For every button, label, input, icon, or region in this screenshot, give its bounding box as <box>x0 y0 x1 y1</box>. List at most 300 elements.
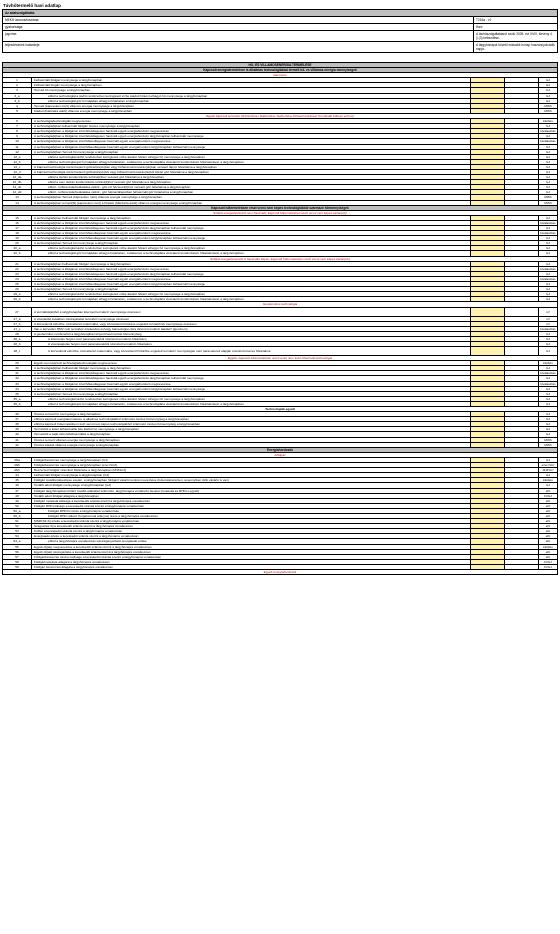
value-input-cell[interactable] <box>471 190 505 194</box>
row-description: ebből a technológiát gőz formájában elhagyó hőtartalom, csökkentve a technológiába visszatérő kondenzátum hőtartalmával, a tárgyhónapban <box>32 160 471 164</box>
row-unit: GJ <box>546 149 550 154</box>
row-description: ebből a technológiát távhő rendszerben keringtetett vízbe átadott hőként elhagyó hő mennyisége a tárgyhónapban <box>32 292 471 296</box>
value-input-cell[interactable] <box>471 504 505 508</box>
empty-cell <box>505 337 539 341</box>
value-input-cell[interactable] <box>471 327 505 331</box>
meta-value: A tárgyhónapot követő második hónap huszonnyolcadik napja. <box>473 42 557 52</box>
row-description: Termelőtől a saját célú hőfelhasználás a tárgyhónapban <box>32 432 471 436</box>
row-description: A technológiá(k)ban a földgázon kívül Másodlagosan használt egyéb energiahordozó tárgyhónapban felhasznált mennyisége <box>32 387 471 391</box>
row-unit: GJ <box>546 427 550 432</box>
row-unit: GJ <box>546 226 550 230</box>
value-input-cell[interactable] <box>471 550 505 554</box>
meta-label: gyakorisága: <box>5 25 24 29</box>
value-input-cell[interactable] <box>471 83 505 87</box>
value-input-cell[interactable] <box>471 342 505 346</box>
row-unit: GJ <box>546 169 550 174</box>
value-input-cell[interactable] <box>471 124 505 128</box>
row-id: 30 <box>3 366 32 370</box>
empty-cell <box>505 88 539 92</box>
row-description: A visszatöltő kutakban visszajuttatott termálvíz mennyisége összesen <box>32 317 471 321</box>
meta-row <box>3 42 557 53</box>
value-input-cell[interactable] <box>471 195 505 199</box>
row-description: Földgázbeszerzés mennyisége a tárgyhónapban (ezer Nm3) <box>32 463 471 467</box>
value-input-cell[interactable] <box>471 473 505 477</box>
empty-cell <box>505 519 539 523</box>
empty-cell <box>505 402 539 406</box>
value-input-cell[interactable] <box>471 524 505 528</box>
value-input-cell[interactable] <box>471 483 505 487</box>
row-unit: MWh <box>544 195 552 200</box>
value-input-cell[interactable] <box>471 150 505 154</box>
empty-cell <box>505 509 539 513</box>
row-id: 54_a <box>3 539 32 543</box>
row-unit: GJ <box>546 297 550 302</box>
row-unit: GJ <box>546 401 550 406</box>
row-id: 39 <box>3 427 32 431</box>
row-id: 54 <box>3 534 32 538</box>
meta-row <box>3 31 557 42</box>
empty-cell <box>505 322 539 326</box>
row-unit: GJ <box>546 282 550 287</box>
empty-cell <box>505 534 539 538</box>
row-unit: kiválasztás <box>540 220 556 225</box>
value-input-cell[interactable] <box>471 201 505 205</box>
row-id: 50_a <box>3 509 32 513</box>
value-input-cell[interactable] <box>471 119 505 123</box>
value-input-cell[interactable] <box>471 104 505 108</box>
value-input-cell[interactable] <box>471 438 505 442</box>
value-input-cell[interactable] <box>471 134 505 138</box>
row-id: 55 <box>3 545 32 549</box>
value-input-cell[interactable] <box>471 99 505 103</box>
value-input-cell[interactable] <box>471 376 505 380</box>
value-input-cell[interactable] <box>471 297 505 301</box>
value-input-cell[interactable] <box>471 519 505 523</box>
empty-cell <box>505 241 539 245</box>
value-input-cell[interactable] <box>471 387 505 391</box>
empty-cell <box>505 145 539 149</box>
row-description: A technológiá(k)ban a földgázon kívül Elsődlegesen használt egyéb energiahordozó tárgyhónapban felhasznált mennyisége <box>32 272 471 276</box>
empty-cell <box>505 155 539 159</box>
row-description: A technológiá(k)ban a földgázon kívül Másodlagosan használt egyéb energiahordozó megnevezése <box>32 277 471 281</box>
row-unit: eFt <box>545 534 551 539</box>
row-id: 3_b <box>3 99 32 103</box>
value-input-cell[interactable] <box>471 565 505 569</box>
row-id: 21 <box>3 262 32 266</box>
table-row <box>3 308 557 317</box>
empty-cell <box>505 139 539 143</box>
form-title: Távhőtermelő havi adatlap <box>3 3 61 8</box>
row-unit: kiválasztás <box>540 276 556 281</box>
row-id: 14 <box>3 201 32 205</box>
empty-cell <box>505 489 539 493</box>
row-unit: GJ <box>546 349 550 354</box>
row-id: 44 <box>3 473 32 477</box>
row-description: A technológiá(k)ban felhasznált földgáz összes mennyisége a tárgyhónapban <box>32 124 471 128</box>
value-input-cell[interactable] <box>471 160 505 164</box>
value-input-cell[interactable] <box>471 287 505 291</box>
empty-cell <box>505 347 539 355</box>
row-description: Egyéb díj(ak) megnevezése a kereskedői számla szerint a tárgyhónapra vonatkozóan <box>32 545 471 549</box>
value-input-cell[interactable] <box>471 267 505 271</box>
value-input-cell[interactable] <box>471 555 505 559</box>
meta-value: T216a - v1 <box>473 17 557 23</box>
row-description: A geotermikus rendszerből a tárgyhónapban kinyert hasznosított hőmennyiség <box>32 332 471 336</box>
empty-cell <box>505 422 539 426</box>
row-unit: kiválasztás <box>540 266 556 271</box>
value-input-cell[interactable] <box>471 185 505 189</box>
row-unit: GJ <box>546 412 550 417</box>
value-input-cell[interactable] <box>471 332 505 336</box>
row-unit: GJ <box>546 457 550 462</box>
row-unit: GJ <box>546 159 550 164</box>
row-description: ebből a kapcsolt hőtermelésben részt venni nem képes technológiákból származó összes hőmennyiség a tárgyhónapban <box>32 422 471 426</box>
value-input-cell[interactable] <box>471 241 505 245</box>
row-unit: GJ <box>546 154 550 159</box>
empty-cell <box>505 175 539 179</box>
row-unit: GJ <box>546 366 550 371</box>
empty-cell <box>505 308 539 316</box>
row-description: Összes termelt hő mennyisége a tárgyhónapban <box>32 412 471 416</box>
row-id: 20_b <box>3 251 32 255</box>
empty-cell <box>505 94 539 98</box>
row-id: 50 <box>3 504 32 508</box>
row-description: Termelt hő mennyisége a tárgyhónapban <box>32 88 471 92</box>
row-unit: GJ <box>546 190 550 195</box>
row-description: Földgáz RHD fix része a tárgyhónapra vonatkozóan <box>32 509 471 513</box>
row-unit: GJ <box>546 164 550 169</box>
row-id: 13 <box>3 195 32 199</box>
value-input-cell[interactable] <box>471 427 505 431</box>
row-unit: kitöltés <box>543 361 553 366</box>
row-description: A közvetlenül elővízbe, közvetlenül csatornába, vagy közvetlenül hőtűrőbe engedett termálvíz mennyiségek mért paraméterek alapján számított összes hőtartalma <box>32 347 471 355</box>
row-id: 43/a <box>3 458 32 462</box>
meta-label: jogcíme: <box>5 32 18 36</box>
empty-cell <box>505 494 539 498</box>
row-id: 7 <box>3 124 32 128</box>
row-unit: GJ <box>546 292 550 297</box>
row-id: 28_c <box>3 347 32 355</box>
empty-cell <box>505 104 539 108</box>
row-description: ebből a nem tisztán kondenzációs turbiná(k)hoz vezetett gőz hőtartalma a tárgyhónapban <box>32 180 471 184</box>
subsection-header: Egyéb energiahordozók <box>3 570 557 575</box>
value-input-cell[interactable] <box>471 94 505 98</box>
value-input-cell[interactable] <box>471 458 505 462</box>
row-unit: GJ <box>546 251 550 256</box>
row-description: A technológiá(k)ban a földgázon kívül Elsődlegesen használt egyéb energiahordozó megnevezése <box>32 371 471 375</box>
row-description: A technológiá(k)ban a földgázon kívül Másodlagosan használt egyéb energiahordozó tárgyhónapban felhasznált mennyisége <box>32 282 471 286</box>
row-description: A technológiá(k)ban a földgázon kívül Másodlagosan használt egyéb energiahordozó megnevezése <box>32 231 471 235</box>
value-input-cell[interactable] <box>471 292 505 296</box>
subsection-header: Szilárd energiahordozót is használni képes, kapcsolt hőtermelésben részt venni nem képes kazán(ok) <box>3 257 557 262</box>
empty-cell <box>505 438 539 442</box>
spacer <box>2 53 558 62</box>
row-id: 46 <box>3 483 32 487</box>
row-description: A technológiá(k)ban a földgázon kívül Másodlagosan használt egyéb energiahordozó megnevezése <box>32 382 471 386</box>
row-unit: kitöltés <box>543 478 553 483</box>
empty-cell <box>505 371 539 375</box>
empty-cell <box>505 272 539 276</box>
row-unit: GJ <box>546 422 550 427</box>
row-unit: ezer Nm³ <box>541 463 555 468</box>
row-id: 43/b <box>3 463 32 467</box>
row-description: MSZKSZ díj értéke a kereskedői számla szerint a tárgyhónapra vonatkozóan <box>32 519 471 523</box>
row-unit: eFt <box>545 524 551 529</box>
value-input-cell[interactable] <box>471 361 505 365</box>
empty-cell <box>505 277 539 281</box>
value-input-cell[interactable] <box>471 382 505 386</box>
row-id: 47 <box>3 489 32 493</box>
row-description: A technológiá(k)ban a földgázon kívül Elsődlegesen használt egyéb energiahordozó megnevezése <box>32 267 471 271</box>
row-description: Földgázmolekula átlagára a tárgyhónapra vonatkozóan <box>32 560 471 564</box>
row-unit: MWh <box>544 200 552 205</box>
value-input-cell[interactable] <box>471 216 505 220</box>
row-unit: kiválasztás <box>540 326 556 331</box>
empty-cell <box>505 427 539 431</box>
value-input-cell[interactable] <box>471 514 505 518</box>
value-input-cell[interactable] <box>471 371 505 375</box>
value-input-cell[interactable] <box>471 417 505 421</box>
row-description: ebből a technológiát távhő rendszerben keringtetett vízbe átadott hőként elhagyó hő mennyisége a tárgyhónapban <box>32 397 471 401</box>
value-input-cell[interactable] <box>471 88 505 92</box>
value-input-cell[interactable] <box>471 175 505 179</box>
row-id: 28 <box>3 332 32 336</box>
value-input-cell[interactable] <box>471 221 505 225</box>
empty-cell <box>505 109 539 113</box>
value-input-cell[interactable] <box>471 499 505 503</box>
value-input-cell[interactable] <box>471 322 505 326</box>
value-input-cell[interactable] <box>471 468 505 472</box>
row-unit: GJ <box>546 78 550 83</box>
row-description: Felhasznált biogáz mennyisége a tárgyhónapban <box>32 83 471 87</box>
row-description: A technológiá(k)ban a földgázon kívül Elsődlegesen használt egyéb energiahordozó megnevezése <box>32 129 471 133</box>
value-input-cell[interactable] <box>471 337 505 341</box>
value-input-cell[interactable] <box>471 443 505 447</box>
value-input-cell[interactable] <box>471 366 505 370</box>
empty-cell <box>505 443 539 447</box>
value-input-cell[interactable] <box>471 139 505 143</box>
empty-cell <box>505 297 539 301</box>
row-unit: MWh <box>544 442 552 447</box>
row-description: ebből a technológiát gőz formájában elhagyó hőtartalom, csökkentve a technológiába visszatérő kondenzátum hőtartalmával, a tárgyhónapban <box>32 402 471 406</box>
row-description: A technológia/technológiák megnevezése <box>32 119 471 123</box>
row-unit: kitöltés <box>543 119 553 124</box>
row-description: Földgáz tárgyhónapban történt tovább adásából származó, tárgyhónapra vonatkozó bevétel (molekula és RHD is együtt) <box>32 489 471 493</box>
row-description: A technológiá(k)ban Termelt hő mennyisége a tárgyhónapban <box>32 392 471 396</box>
row-unit: GJ <box>546 341 550 346</box>
row-description: Egyéb nem kapcsolt technológia/technológiák megnevezése <box>32 361 471 365</box>
row-unit: GJ <box>546 331 550 336</box>
row-unit: m³ <box>546 316 550 321</box>
row-unit: GJ <box>546 83 550 88</box>
value-input-cell[interactable] <box>471 534 505 538</box>
form-page <box>2 2 558 575</box>
row-description: A technológiá(k)ban Felhasznált földgáz mennyisége a tárgyhónapban <box>32 216 471 220</box>
value-input-cell[interactable] <box>471 262 505 266</box>
meta-header-row <box>3 10 557 17</box>
row-id: 48 <box>3 494 32 498</box>
empty-cell <box>505 251 539 255</box>
empty-cell <box>505 180 539 184</box>
row-unit: eFt <box>545 549 551 554</box>
empty-cell <box>505 170 539 174</box>
empty-cell <box>505 282 539 286</box>
row-description: Energiaadó értéke a kereskedői számla szerint a tárgyhónapra vonatkozóan <box>32 534 471 538</box>
value-input-cell[interactable] <box>471 509 505 513</box>
value-input-cell[interactable] <box>471 402 505 406</box>
value-input-cell[interactable] <box>471 78 505 82</box>
value-input-cell[interactable] <box>471 109 505 113</box>
empty-cell <box>505 124 539 128</box>
value-input-cell[interactable] <box>471 560 505 564</box>
row-description: A technológiá(k)ban a földgázon kívül Másodlagosan használt egyéb energiahordozó tárgyhónapban felhasznált mennyisége <box>32 236 471 240</box>
row-unit: GJ <box>546 417 550 422</box>
value-input-cell[interactable] <box>471 539 505 543</box>
value-input-cell[interactable] <box>471 392 505 396</box>
row-unit: GJ <box>546 185 550 190</box>
row-id: 3_a <box>3 94 32 98</box>
row-unit: MWh <box>544 437 552 442</box>
value-input-cell[interactable] <box>471 347 505 355</box>
row-description: ebből a technológiát a távhő rendszerben keringtetett vízbe átadott hőként elhagyó hő mennyisége a tárgyhónapban <box>32 94 471 98</box>
row-unit: eFt <box>545 539 551 544</box>
row-description: Termelőtől a külső felhasználók felé kiadott hő mennyisége a tárgyhónapban <box>32 427 471 431</box>
row-id: 3 <box>3 88 32 92</box>
row-id: 15 <box>3 216 32 220</box>
empty-cell <box>505 165 539 169</box>
meta-value: A távhőszolgáltatásról szóló 2005. évi XVIII. törvény 4. § (3) bekezdése. <box>473 31 557 41</box>
value-input-cell[interactable] <box>471 246 505 250</box>
value-input-cell[interactable] <box>471 251 505 255</box>
value-input-cell[interactable] <box>471 317 505 321</box>
row-id: 9 <box>3 134 32 138</box>
row-description: A technológiá(k)ban a földgázon kívül Elsődlegesen használt egyéb energiahordozó megnevezése <box>32 221 471 225</box>
value-input-cell[interactable] <box>471 397 505 401</box>
value-input-cell[interactable] <box>471 155 505 159</box>
row-description: Tovább adott földgáz átlagára a tárgyhónapban <box>32 494 471 498</box>
value-input-cell[interactable] <box>471 422 505 426</box>
production-table <box>2 62 558 575</box>
row-id: 12_dc <box>3 185 32 189</box>
meta-row <box>3 24 557 31</box>
row-id: 12_d <box>3 170 32 174</box>
meta-table <box>2 9 558 53</box>
value-input-cell[interactable] <box>471 412 505 416</box>
value-input-cell[interactable] <box>471 282 505 286</box>
empty-cell <box>505 221 539 225</box>
empty-cell <box>505 236 539 240</box>
row-unit: GJ <box>546 386 550 391</box>
value-input-cell[interactable] <box>471 231 505 235</box>
empty-cell <box>505 246 539 250</box>
empty-cell <box>505 473 539 477</box>
row-description: ebből a kapcsolt energiatermelésre is alkalmas technológiákból származó összes hőmennyiség a tárgyhónapban <box>32 417 471 421</box>
subsection-header: Geotermikus technológia <box>3 302 557 307</box>
row-unit: GJ <box>546 134 550 139</box>
row-description: A technológiá(k)ban Termelt hő mennyisége a tárgyhónapban <box>32 150 471 154</box>
empty-cell <box>505 134 539 138</box>
row-description: Földgázbeszerzés összes költsége a kereskedői számla szerint a tárgyhónapra vonatkozóan <box>32 555 471 559</box>
row-id: 26_a <box>3 292 32 296</box>
value-input-cell[interactable] <box>471 489 505 493</box>
row-unit: eFt <box>545 498 551 503</box>
row-description: A technológiá(k)ban Termelt hő mennyisége a tárgyhónapban <box>32 287 471 291</box>
row-unit: kiválasztás <box>540 139 556 144</box>
empty-cell <box>505 78 539 82</box>
empty-cell <box>505 478 539 482</box>
value-input-cell[interactable] <box>471 170 505 174</box>
value-input-cell[interactable] <box>471 277 505 281</box>
row-unit: MWh <box>544 108 552 113</box>
value-input-cell[interactable] <box>471 272 505 276</box>
row-unit: eFt <box>545 513 551 518</box>
row-description: Földgáz molekula költsége a kereskedői számla szerint a tárgyhónapra vonatkozóan <box>32 499 471 503</box>
row-id: 52 <box>3 524 32 528</box>
row-unit: kiválasztás <box>540 371 556 376</box>
row-description: Földgáz RHD változó (forgalommal arányos) része a tárgyhónapra vonatkozóan <box>32 514 471 518</box>
value-input-cell[interactable] <box>471 494 505 498</box>
row-id: 6 <box>3 119 32 123</box>
row-id: 17 <box>3 226 32 230</box>
subsection-header: Gázmotor <box>3 73 557 78</box>
row-description: ebből a tisztán kondenzációs turbiná(k)hoz vezetett gőz hőtartalma a tárgyhónapban <box>32 175 471 179</box>
row-unit: GJ <box>546 98 550 103</box>
value-input-cell[interactable] <box>471 145 505 149</box>
row-id: 16 <box>3 221 32 225</box>
value-input-cell[interactable] <box>471 129 505 133</box>
row-description: A technológiá(k)ban Termelt hő mennyisége a tárgyhónapban <box>32 241 471 245</box>
value-input-cell[interactable] <box>471 165 505 169</box>
empty-cell <box>505 342 539 346</box>
value-input-cell[interactable] <box>471 432 505 436</box>
row-unit: MJ/Nm³ <box>542 468 554 473</box>
empty-cell <box>505 382 539 386</box>
row-unit: eFt <box>545 554 551 559</box>
value-input-cell[interactable] <box>471 545 505 549</box>
empty-cell <box>505 262 539 266</box>
empty-cell <box>505 361 539 365</box>
row-id: 35_a <box>3 397 32 401</box>
value-input-cell[interactable] <box>471 463 505 467</box>
value-input-cell[interactable] <box>471 226 505 230</box>
value-input-cell[interactable] <box>471 236 505 240</box>
row-id: 11 <box>3 145 32 149</box>
empty-cell <box>505 287 539 291</box>
value-input-cell[interactable] <box>471 180 505 184</box>
row-id: 10 <box>3 139 32 143</box>
row-id: 28_b <box>3 342 32 346</box>
value-input-cell[interactable] <box>471 478 505 482</box>
row-unit: eFt <box>545 488 551 493</box>
row-id: 31 <box>3 371 32 375</box>
row-unit: eFt <box>545 503 551 508</box>
row-unit: GJ <box>546 271 550 276</box>
value-input-cell[interactable] <box>471 308 505 316</box>
empty-cell <box>505 190 539 194</box>
empty-cell <box>505 292 539 296</box>
subsection-header: Földgáz <box>3 453 557 458</box>
empty-cell <box>505 387 539 391</box>
row-id: 27_b <box>3 322 32 326</box>
subsection-header: Technológiák együtt <box>3 407 557 412</box>
value-input-cell[interactable] <box>471 529 505 533</box>
row-description: ebből a technológiát távhő rendszerben keringtetett vízbe átadott hőként elhagyó hő mennyisége a tárgyhónapban <box>32 246 471 250</box>
row-unit: GJ <box>546 483 550 488</box>
row-unit: Ft/GJ <box>544 493 552 498</box>
row-id: 34 <box>3 387 32 391</box>
row-id: 35 <box>3 392 32 396</box>
row-id: 22 <box>3 267 32 271</box>
